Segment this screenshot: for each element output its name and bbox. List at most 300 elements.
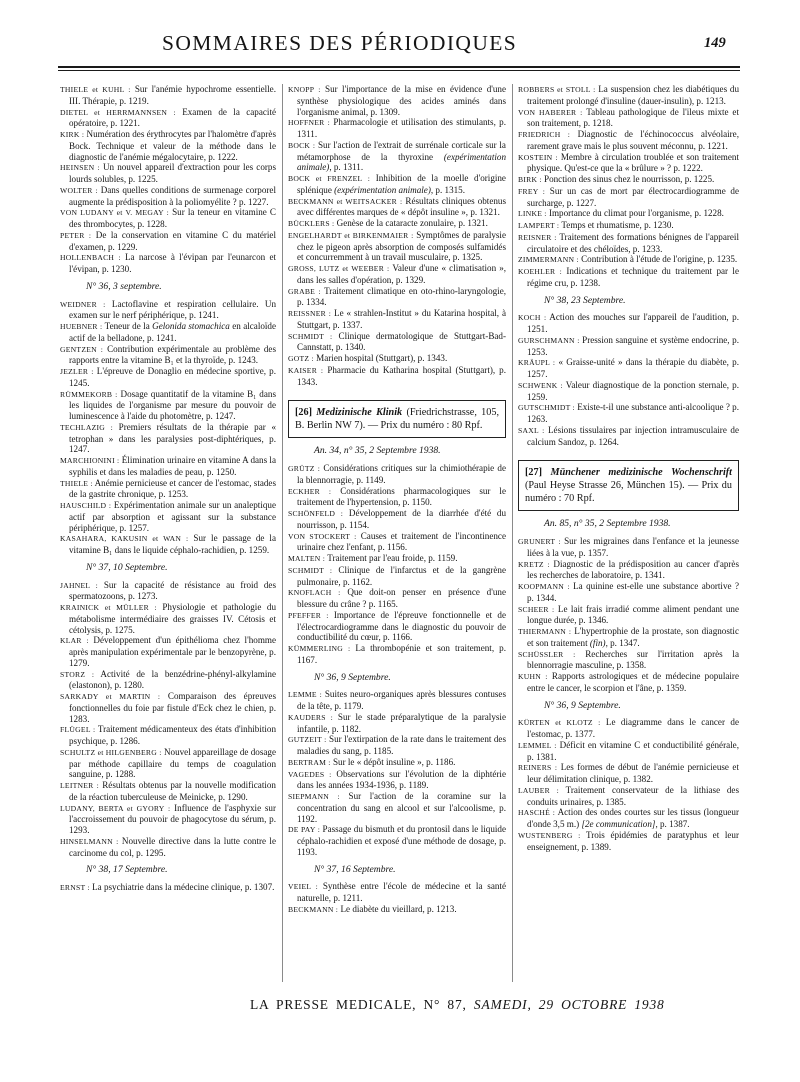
index-entry <box>518 807 739 830</box>
index-entry <box>518 129 739 152</box>
index-entry <box>60 691 276 724</box>
issue-heading: N° 37, 10 Septembre. <box>86 561 168 573</box>
entry-author: KÜRTEN et KLOTZ : <box>518 718 601 728</box>
index-entry <box>518 357 739 380</box>
entry-text: Activité de la benzédrine-phényl-alkylamine (elastonon), p. 1280. <box>69 668 276 691</box>
index-entry <box>518 107 739 130</box>
entry-text: Synthèse entre l'école de médecine et la santé naturelle, p. 1211. <box>297 881 506 903</box>
index-entry <box>288 791 506 824</box>
entry-text: La suspension chez les diabétiques du traitement prolongé d'insuline (dauer-insulin), p. 1213. <box>527 84 739 106</box>
entry-text: Membre à circulation troublée et son traitement physique. Qu'est-ce que la « brûlure » ? p. 1222. <box>527 151 739 174</box>
index-entry <box>60 344 276 367</box>
entry-author: KUHN : <box>518 672 548 681</box>
entry-text: Élimination urinaire en vitamine A dans la syphilis et dans les maladies de peau, p. 1250. <box>69 455 276 477</box>
entry-author: HEINSEN : <box>60 163 100 173</box>
entry-author: SARKADY et MARTIN : <box>60 692 161 701</box>
entry-text: L'épreuve de Donaglio en médecine sportive, p. 1245. <box>69 366 276 388</box>
entry-author: FLÜGEL : <box>60 725 96 735</box>
entry-text: Importance de l'épreuve fonctionnelle et de l'électrocardiogramme dans le diagnostic du pouvoir de conductibilité du cœur, p. 1166. <box>297 609 506 643</box>
entry-author: KAISER : <box>288 365 324 375</box>
entry-text: Considérations pharmacologiques sur le traitement de l'hypertension, p. 1150. <box>297 485 506 508</box>
entry-author: LAMPERT : <box>518 221 560 230</box>
index-entry <box>60 478 276 501</box>
index-entry <box>518 174 739 186</box>
entry-author: GRÜTZ : <box>288 464 321 473</box>
entry-text: Clinique de l'infarctus et de la gangrène pulmonaire, p. 1162. <box>297 564 506 587</box>
entry-text: Sur le passage de la vitamine B₁ dans le liquide céphalo-rachidien, p. 1259. <box>69 533 276 555</box>
entry-author: SCHWENK : <box>518 380 563 390</box>
entry-text: Rapports astrologiques et de médecine populaire entre le cancer, le scorpion et l'âne, p. 1359. <box>527 671 739 693</box>
entry-author: SCHULTZ et HILGENBERG : <box>60 747 162 757</box>
entry-author: STORZ : <box>60 669 95 679</box>
entry-author: KASAHARA, KAKUSIN et WAN : <box>60 534 189 544</box>
journal-details: (Friedrichstrasse, 105, B. Berlin NW 7). — Prix du numéro : 80 Rpf. <box>295 407 500 432</box>
index-entry <box>518 84 739 107</box>
index-entry <box>518 604 739 627</box>
entry-text: , p. 1311. <box>329 162 364 173</box>
entry-author: ZIMMERMANN : <box>518 255 579 265</box>
entry-text: Passage du bismuth et du prontosil dans le liquide céphalo-rachidien et exposé d'une méthode de dosage, p. 1193. <box>297 824 506 857</box>
index-entry <box>288 218 506 230</box>
index-entry <box>60 84 276 107</box>
issue-heading: An. 34, n° 35, 2 Septembre 1938. <box>314 445 441 457</box>
index-entry <box>60 321 276 344</box>
index-entry <box>288 508 506 531</box>
entry-author: GURSCHMANN : <box>518 335 580 345</box>
entry-text: Sur un cas de mort par électrocardiogramme de surcharge, p. 1227. <box>527 185 739 208</box>
entry-author: THIELE et KUHL : <box>60 85 131 94</box>
index-entry <box>288 196 506 219</box>
index-entry <box>288 463 506 486</box>
entry-text: Le lait frais irradié comme aliment pendant une longue durée, p. 1346. <box>527 603 739 626</box>
entry-text: Sur l'action de la coramine sur la concentration du sang en alcool et sur l'alcoolisme, p. 1192. <box>297 791 506 824</box>
journal-number: [27] <box>525 467 542 479</box>
index-entry <box>518 671 739 694</box>
entry-text: Résultats cliniques obtenus avec différentes marques de « dépôt insuline », p. 1321. <box>297 195 506 218</box>
entry-text: Le « strahlen-Institut » du Katarina hospital, à Stuttgart, p. 1337. <box>297 308 506 330</box>
entry-text: Expérimentation animale sur un analeptique actif par absorption et agissant sur la substance périphérique, p. 1257. <box>69 500 276 533</box>
column-rule <box>512 84 513 982</box>
entry-author: WUSTENBERG : <box>518 830 581 840</box>
entry-author: BECKMANN et WEITSACKER : <box>288 196 403 206</box>
entry-text: Importance du climat pour l'organisme, p. 1228. <box>548 208 724 219</box>
entry-text: Temps et rhumatisme, p. 1230. <box>561 220 674 230</box>
entry-text: Valeur diagnostique de la ponction sternale, p. 1259. <box>527 379 739 402</box>
entry-author: DE PAY : <box>288 825 321 835</box>
index-entry <box>518 186 739 209</box>
entry-text: Traitement conservateur de la lithiase des conduits urinaires, p. 1385. <box>527 784 739 807</box>
index-entry <box>518 208 739 220</box>
index-entry <box>518 402 739 425</box>
entry-italic-text: Gelonida stomachica <box>152 321 230 331</box>
entry-author: SCHMIDT : <box>288 565 333 575</box>
index-entry <box>60 533 276 556</box>
entry-author: VAGEDES : <box>288 769 332 779</box>
entry-text: Considérations critiques sur la chimiothérapie de la blennorragie, p. 1149. <box>297 463 506 485</box>
journal-details: (Paul Heyse Strasse 26, München 15). — Prix du numéro : 70 Rpf. <box>525 480 732 505</box>
index-entry <box>60 635 276 668</box>
entry-text: Nouvelle directive dans la lutte contre le carcinome du col, p. 1295. <box>69 835 276 858</box>
entry-text: Traitement médicamenteux des états d'inhibition psychique, p. 1286. <box>69 724 276 746</box>
entry-author: MALTEN : <box>288 554 326 563</box>
entry-author: VON STOCKERT : <box>288 531 357 541</box>
entry-author: KAUDERS : <box>288 712 333 722</box>
index-entry <box>288 712 506 735</box>
entry-author: SAXL : <box>518 425 545 435</box>
entry-text: Les formes de début de l'anémie pernicieuse et leur délimitation clinique, p. 1382. <box>527 762 739 784</box>
index-entry <box>60 602 276 635</box>
entry-author: SCHÖNFELD : <box>288 509 344 518</box>
entry-author: VEIEL : <box>288 882 319 892</box>
entry-text: Trois épidémies de paratyphus et leur enseignement, p. 1389. <box>527 829 739 852</box>
column-middle <box>288 84 506 989</box>
entry-author: HUEBNER : <box>60 322 103 331</box>
index-entry <box>288 610 506 643</box>
entry-author: VON HABERER : <box>518 107 583 117</box>
index-entry <box>288 230 506 263</box>
index-entry <box>288 734 506 757</box>
entry-author: BIRK : <box>518 175 542 184</box>
index-entry <box>60 803 276 836</box>
entry-text: Observations sur l'évolution de la diphtérie dans les années 1934-1936, p. 1189. <box>297 768 506 791</box>
index-entry <box>60 500 276 533</box>
index-entry <box>288 84 506 117</box>
index-entry <box>60 669 276 692</box>
entry-text: Résultats obtenus par la nouvelle modification de la réaction tuberculeuse de Meinicke, p. 1290. <box>69 780 276 802</box>
entry-text: Existe-t-il une substance anti-alcoolique ? p. 1263. <box>527 402 739 424</box>
index-entry <box>60 162 276 185</box>
index-entry <box>60 724 276 747</box>
index-entry <box>518 220 739 232</box>
entry-author: SCHEER : <box>518 604 555 614</box>
index-entry <box>518 335 739 358</box>
entry-author: KÜMMERLING : <box>288 644 351 653</box>
index-entry <box>518 762 739 785</box>
index-entry <box>288 904 506 916</box>
entry-author: GRABE : <box>288 286 321 296</box>
entry-author: KIRK : <box>60 130 85 139</box>
entry-text: Traitement par l'eau froide, p. 1159. <box>327 553 458 563</box>
entry-text: Numération des érythrocytes par l'halomètre d'après Bock. Technique et valeur de la méthode dans le diagnostic de l'anémie mégalocytaire, p. 1222. <box>69 129 276 162</box>
index-entry <box>60 780 276 803</box>
index-entry <box>288 531 506 554</box>
column-rule <box>282 84 283 982</box>
entry-author: GRUNERT : <box>518 537 561 546</box>
index-entry <box>288 486 506 509</box>
index-entry <box>60 252 276 275</box>
entry-author: PETER : <box>60 230 92 240</box>
entry-text: La quinine est-elle une substance abortive ? p. 1344. <box>527 581 739 603</box>
entry-text: Dosage quantitatif de la vitamine B₁ dans les liquides de l'organisme par mesure du pouvoir de luminescence à l'aide du photomètre, p. 1247. <box>69 388 276 421</box>
entry-author: WEIDNER : <box>60 299 106 309</box>
entry-text: Causes et traitement de l'incontinence urinaire chez l'enfant, p. 1156. <box>297 530 506 553</box>
journal-box <box>288 400 506 438</box>
index-entry <box>518 254 739 266</box>
entry-text: Contribution expérimentale au problème des rapports entre la vitamine B₁ et la thyroïde, p. 1243. <box>69 343 276 366</box>
entry-italic-text: (expérimentation animale) <box>297 151 506 173</box>
entry-author: HINSELMANN : <box>60 836 119 846</box>
entry-author: BECKMANN : <box>288 904 339 914</box>
entry-text: Que doit-on penser en présence d'une blessure du crâne ? p. 1165. <box>297 587 506 609</box>
index-entry <box>288 689 506 712</box>
entry-author: JAHNEL : <box>60 580 99 590</box>
entry-text: Un nouvel appareil d'extraction pour les corps lourds solubles, p. 1225. <box>69 162 276 184</box>
entry-author: GUTZEIT : <box>288 735 327 745</box>
entry-text: Teneur de la <box>104 321 153 331</box>
entry-text: Sur le stade préparalytique de la paralysie infantile, p. 1182. <box>297 711 506 734</box>
index-entry <box>288 881 506 904</box>
entry-text: Pharmacie du Katharina hospital (Stuttgart), p. 1343. <box>297 364 506 387</box>
entry-text: Déficit en vitamine C et conductibilité générale, p. 1381. <box>527 739 739 762</box>
entry-text: Action des ondes courtes sur les tissus (longueur d'onde 3,5 m.) <box>527 807 739 829</box>
entry-author: ERNST : <box>60 883 90 892</box>
entry-text: Examen de la capacité opératoire, p. 1221. <box>69 106 276 129</box>
entry-author: KOCH : <box>518 313 547 323</box>
column-left <box>60 84 276 989</box>
entry-text: Tableau pathologique de l'ileus mixte et son traitement, p. 1218. <box>527 106 739 129</box>
entry-author: KRÄUPL : <box>518 358 556 368</box>
header-rule-thin <box>58 70 740 71</box>
entry-text: Sur la teneur en vitamine C des thrombocytes, p. 1228. <box>69 207 276 229</box>
entry-author: ENGELHARDT et BIRKENMAIER : <box>288 230 414 240</box>
index-entry <box>288 117 506 140</box>
issue-heading: N° 36, 9 Septembre. <box>544 699 621 711</box>
entry-text: Indications et technique du traitement par le régime cru, p. 1238. <box>527 266 739 288</box>
entry-text: La psychiatrie dans la médecine clinique, p. 1307. <box>92 882 275 892</box>
entry-author: JEZLER : <box>60 367 94 376</box>
entry-author: WOLTER : <box>60 185 98 195</box>
entry-text: Physiologie et pathologie du métabolisme intermédiaire des graisses IV. Cétosis et cétolysis, p. 1275. <box>69 602 276 635</box>
entry-text: Pression sanguine et système endocrine, p. 1253. <box>527 334 739 357</box>
page-title: SOMMAIRES DES PÉRIODIQUES <box>162 31 518 55</box>
index-entry <box>518 649 739 672</box>
issue-heading: N° 36, 9 Septembre. <box>314 671 391 683</box>
index-entry <box>60 580 276 603</box>
index-entry <box>518 152 739 175</box>
index-entry <box>288 769 506 792</box>
issue-heading: N° 38, 17 Septembre. <box>86 864 168 876</box>
index-entry <box>288 286 506 309</box>
entry-text: Sur le « dépôt insuline », p. 1186. <box>332 756 456 767</box>
index-entry <box>60 389 276 422</box>
entry-author: GOTZ : <box>288 354 314 363</box>
entry-text: Sur les migraines dans l'enfance et la jeunesse liées à la vue, p. 1357. <box>527 536 739 558</box>
entry-author: GUTSCHMIDT : <box>518 403 575 413</box>
entry-text: Le diabète du vieillard, p. 1213. <box>340 903 457 914</box>
index-entry <box>288 757 506 769</box>
entry-author: RÜMMEKORB : <box>60 389 118 399</box>
index-entry <box>518 425 739 448</box>
entry-text: Valeur d'une « climatisation », dans les salles d'opération, p. 1329. <box>297 263 506 285</box>
entry-text: « Graisse-unité » dans la thérapie du diabète, p. 1257. <box>527 357 739 379</box>
entry-author: GROSS, LUTZ et WEEBER : <box>288 264 390 273</box>
entry-author: TECHLAZIG : <box>60 422 113 432</box>
entry-text: De la conservation en vitamine C du matériel d'examen, p. 1229. <box>69 229 276 252</box>
entry-text: L'hypertrophie de la prostate, son diagnostic et son traitement <box>527 626 739 648</box>
index-entry <box>288 263 506 286</box>
index-entry <box>518 785 739 808</box>
entry-text: Traitement climatique en oto-rhino-laryngologie, p. 1334. <box>297 285 506 308</box>
index-entry <box>518 830 739 853</box>
entry-author: LEITNER : <box>60 781 99 790</box>
entry-text: Sur la capacité de résistance au froid des spermatozoons, p. 1273. <box>69 579 276 602</box>
entry-author: LINKE : <box>518 209 547 219</box>
footer-publication: LA PRESSE MEDICALE, N° 87, <box>250 997 467 1012</box>
index-entry <box>518 312 739 335</box>
entry-author: REINERS : <box>518 763 558 773</box>
footer-date: SAMEDI, 29 OCTOBRE 1938 <box>473 997 665 1012</box>
entry-author: LEMME : <box>288 690 322 700</box>
entry-text: Inhibition de la moelle d'origine splénique <box>297 173 506 195</box>
index-entry <box>60 299 276 322</box>
entry-author: PFEFFER : <box>288 610 329 620</box>
entry-author: KRETZ : <box>518 559 550 569</box>
index-entry <box>518 626 739 649</box>
entry-author: FRIEDRICH : <box>518 130 571 139</box>
index-entry <box>288 643 506 666</box>
entry-author: KOOPMANN : <box>518 582 570 591</box>
index-entry <box>60 107 276 130</box>
entry-author: SCHÜSSLER : <box>518 649 576 659</box>
index-entry <box>288 824 506 857</box>
entry-author: KOSTEIN : <box>518 152 558 162</box>
issue-heading: An. 85, n° 35, 2 Septembre 1938. <box>544 518 671 530</box>
entry-author: FREY : <box>518 186 546 196</box>
entry-author: KNOFLACH : <box>288 588 341 598</box>
index-entry <box>60 129 276 162</box>
entry-author: LAUBER : <box>518 785 560 795</box>
entry-text: Traitement des formations bénignes de l'appareil circulatoire et des chéloïdes, p. 1233. <box>527 231 739 254</box>
entry-text: Pharmacologie et utilisation des stimulants, p. 1311. <box>297 117 506 139</box>
entry-italic-text: (expérimentation animale) <box>334 184 431 195</box>
entry-text: Le diagramme dans le cancer de l'estomac, p. 1377. <box>527 717 739 739</box>
issue-heading: N° 38, 23 Septembre. <box>544 294 626 306</box>
entry-text: , p. 1347. <box>605 637 640 648</box>
entry-author: BOCK et FRENZEL : <box>288 174 371 183</box>
entry-text: La narcose à l'évipan par l'eunarcon et l'évipan, p. 1230. <box>69 252 276 274</box>
index-entry <box>288 587 506 610</box>
index-entry <box>60 422 276 455</box>
index-entry <box>288 140 506 173</box>
entry-text: Symptômes de paralysie chez le pigeon après absorption de composés sulfamidés et concurremment à un travail musculaire, p. 1325. <box>297 229 506 263</box>
index-entry <box>288 553 506 565</box>
journal-number: [26] <box>295 407 312 419</box>
index-entry <box>60 207 276 230</box>
index-entry <box>60 366 276 389</box>
entry-text: Sur l'anémie hypochrome essentielle. III. Thérapie, p. 1219. <box>69 84 276 106</box>
entry-author: HAUSCHILD : <box>60 501 112 510</box>
entry-author: REISNER : <box>518 232 557 242</box>
entry-author: HASCHÉ : <box>518 808 556 818</box>
entry-author: MARCHIONINI : <box>60 456 120 465</box>
journal-box <box>518 460 739 511</box>
journal-title: Münchener medizinische Wochenschrift <box>550 467 733 479</box>
entry-author: REISSNER : <box>288 309 332 318</box>
entry-author: SCHMIDT : <box>288 331 333 341</box>
index-entry <box>60 836 276 859</box>
entry-text: Lésions tissulaires par injection intramusculaire de calcium Sandoz, p. 1264. <box>527 424 739 447</box>
entry-author: LEMMEL : <box>518 740 557 750</box>
entry-text: Dans quelles conditions de surmenage corporel augmente la prédisposition à la poliomyélite ? p. 1227. <box>69 184 276 207</box>
entry-text: Recherches sur l'irritation après la blennorragie masculine, p. 1358. <box>527 648 739 671</box>
page-footer <box>250 997 665 1013</box>
index-entry <box>60 455 276 478</box>
index-entry <box>60 747 276 780</box>
entry-author: BERTRAM : <box>288 757 331 767</box>
entry-text: Clinique dermatologique de Stuttgart-Bad-Cannstatt, p. 1340. <box>297 330 506 353</box>
index-entry <box>518 266 739 289</box>
index-entry <box>518 740 739 763</box>
entry-text: Anémie pernicieuse et cancer de l'estomac, stades de la gastrite chronique, p. 1253. <box>69 477 276 500</box>
journal-title: Medizinische Klinik <box>316 407 403 419</box>
entry-author: ECKHER : <box>288 486 332 496</box>
entry-author: HOLLENBACH : <box>60 253 121 263</box>
index-entry <box>288 173 506 196</box>
entry-author: THIERMANN : <box>518 627 572 636</box>
index-entry <box>288 353 506 365</box>
entry-text: Nouvel appareillage de dosage par méthode capillaire du temps de coagulation sanguine, p. 1288. <box>69 746 276 780</box>
entry-author: KRAINICK et MÜLLER : <box>60 603 157 612</box>
entry-text: Sur l'action de l'extrait de surrénale corticale sur la métamorphose de la thyroxine <box>297 139 506 162</box>
entry-text: , p. 1387. <box>655 819 690 829</box>
entry-italic-text: (fin) <box>589 637 606 648</box>
entry-author: GENTZEN : <box>60 344 104 354</box>
entry-text: en alcaloïde actif de la belladone, p. 1241. <box>69 321 276 343</box>
entry-author: VON LUDANY et V. MEGAY : <box>60 208 169 218</box>
entry-text: Lactoflavine et respiration cellulaire. Un examen sur le nerf périphérique, p. 1241. <box>69 298 276 321</box>
entry-text: Comparaison des épreuves fonctionnelles du foie par fistule d'Eck chez le chien, p. 1283. <box>69 691 276 724</box>
entry-text: , p. 1315. <box>430 184 465 195</box>
index-entry <box>60 230 276 253</box>
index-entry <box>288 308 506 331</box>
index-entry <box>518 380 739 403</box>
entry-author: DIETEL et HERRMANNSEN : <box>60 107 176 117</box>
entry-author: ROBBERS et STOLL : <box>518 85 596 94</box>
index-entry <box>288 365 506 388</box>
column-right <box>518 84 739 989</box>
index-entry <box>60 185 276 208</box>
index-entry <box>60 882 276 894</box>
entry-text: Contribution à l'étude de l'origine, p. 1235. <box>581 254 738 265</box>
entry-author: BOCK : <box>288 140 316 150</box>
issue-heading: N° 36, 3 septembre. <box>86 280 162 292</box>
entry-text: Diagnostic de la prédisposition au cancer d'après les recherches de laboratoire, p. 1341. <box>527 558 739 581</box>
entry-author: KLAR : <box>60 636 89 646</box>
header-rule <box>58 66 740 68</box>
entry-text: Développement d'un épithélioma chez l'homme après manipulation expérimentale par le benzopyrène, p. 1279. <box>69 635 276 668</box>
entry-text: Action des mouches sur l'appareil de l'audition, p. 1251. <box>527 312 739 334</box>
entry-text: Développement de la diarrhée d'été du nourrisson, p. 1154. <box>297 508 506 530</box>
entry-text: La thrombopénie et son traitement, p. 1167. <box>297 643 506 665</box>
entry-text: Premiers résultats de la thérapie par « tetrophan » dans les paralysies post-diphtériques, p. 1247. <box>69 421 276 455</box>
entry-text: Influence de l'asphyxie sur l'accroissement du pouvoir de phagocytose du sérum, p. 1293. <box>69 802 276 835</box>
entry-author: KNOPP : <box>288 85 321 94</box>
entry-text: Sur l'extirpation de la rate dans le traitement des maladies du sang, p. 1185. <box>297 734 506 756</box>
entry-author: KOEHLER : <box>518 267 562 276</box>
entry-author: HOFFNER : <box>288 118 331 128</box>
entry-author: THIELE : <box>60 478 93 488</box>
entry-text: Ponction des sinus chez le nourrisson, p. 1225. <box>544 174 715 184</box>
entry-text: Suites neuro-organiques après blessures contuses de la tête, p. 1179. <box>297 689 506 711</box>
entry-text: Sur l'importance de la mise en évidence d'une synthèse physiologique des acides aminés dans l'organisme animal, p. 1309. <box>297 84 506 117</box>
entry-author: LUDANY, BERTA et GYORY : <box>60 803 171 813</box>
index-entry <box>518 559 739 582</box>
index-entry <box>518 536 739 559</box>
index-entry <box>518 717 739 740</box>
entry-author: BÜCKLERS : <box>288 219 335 228</box>
issue-heading: N° 37, 16 Septembre. <box>314 863 396 875</box>
entry-text: Marien hospital (Stuttgart), p. 1343. <box>316 353 448 363</box>
